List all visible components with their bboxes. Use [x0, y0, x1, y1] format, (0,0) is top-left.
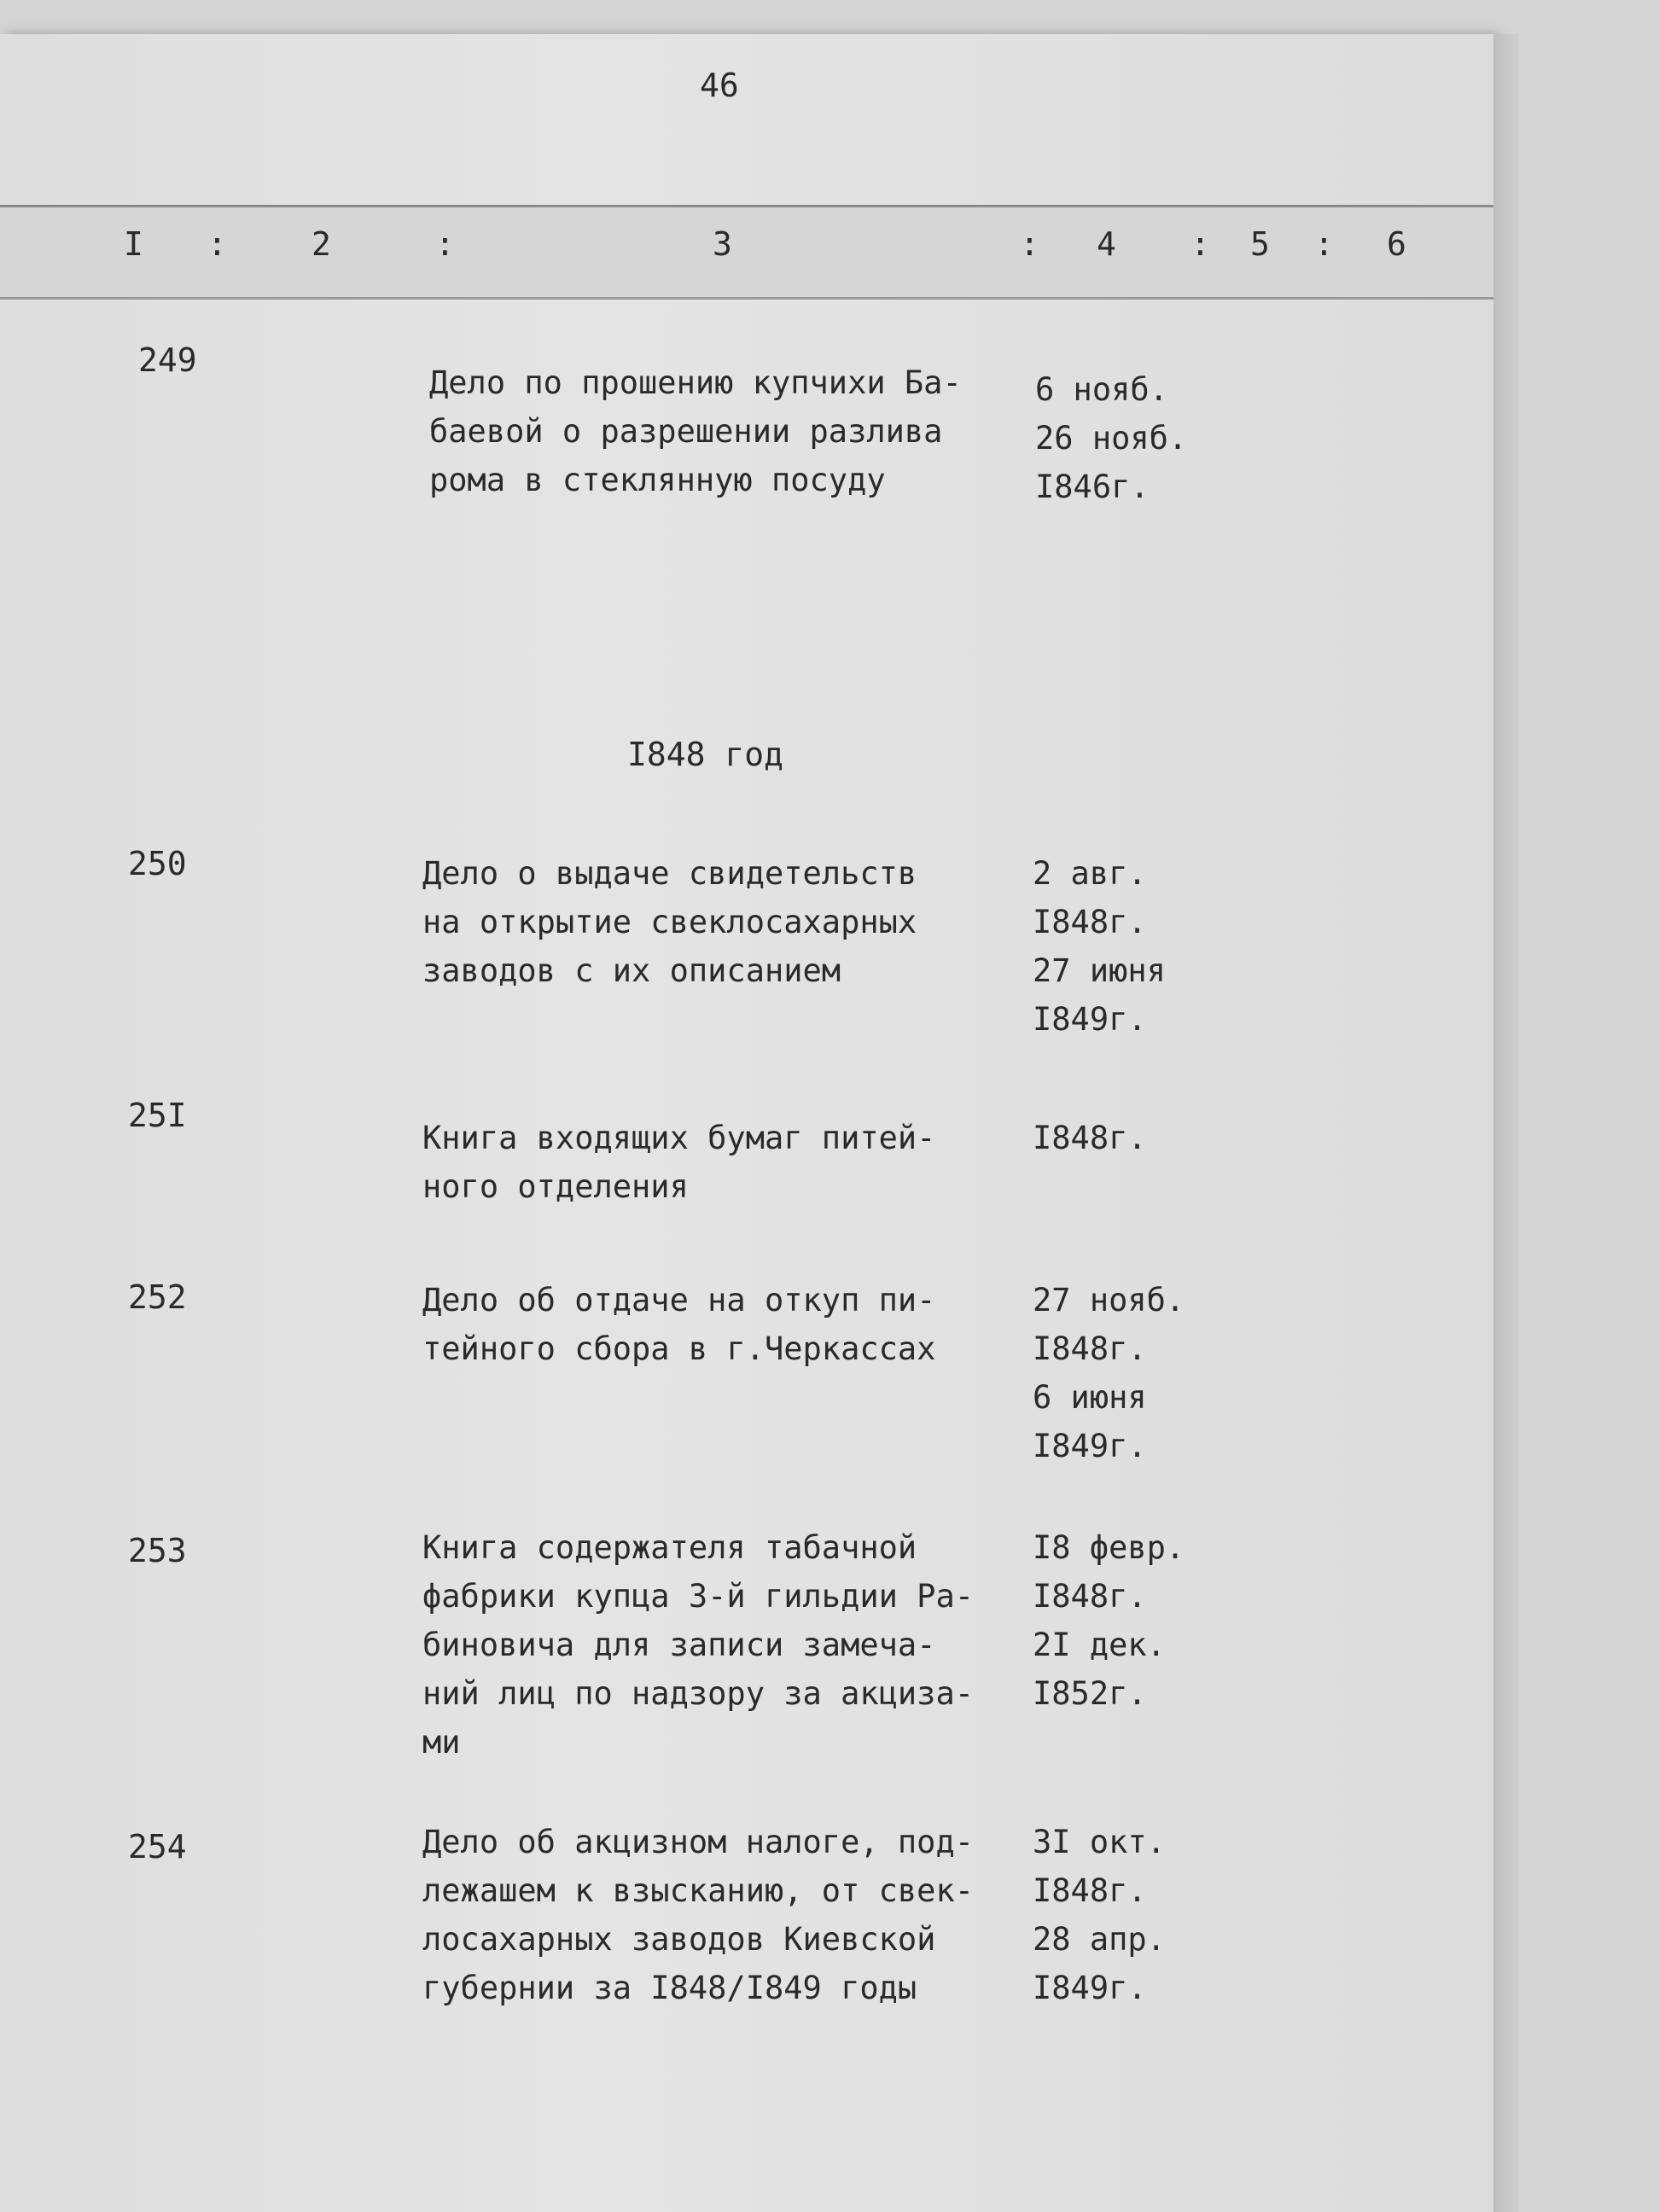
column-header-separator: :	[1314, 225, 1334, 263]
entry-description: Книга входящих бумаг питей- ного отделения	[422, 1120, 936, 1205]
entry-dates: I848г.	[1033, 1120, 1147, 1156]
column-header-4: 4	[1097, 225, 1116, 263]
year-heading: I848 год	[627, 736, 784, 773]
column-header-separator: :	[207, 225, 227, 263]
entry-description: Дело о выдаче свидетельств на открытие свеклосахарных заводов с их описанием	[422, 855, 917, 989]
column-header-separator: :	[1190, 225, 1210, 263]
column-header-3: 3	[713, 225, 732, 263]
column-header-separator: :	[1020, 225, 1039, 263]
column-header-6: 6	[1387, 225, 1406, 263]
entry-dates: 3I окт. I848г. 28 апр. I849г.	[1033, 1824, 1166, 2006]
entry-description: Дело об отдаче на откуп пи- тейного сбора в г.Черкассах	[422, 1282, 936, 1367]
entry-number: 25I	[128, 1097, 187, 1134]
column-header-1: I	[124, 225, 143, 263]
column-header-5: 5	[1250, 225, 1270, 263]
entry-description: Дело об акцизном налоге, под- лежашем к взысканию, от свек- лосахарных заводов Киевской губернии за I848/I849 годы	[422, 1824, 975, 2006]
entry-description: Дело по прошению купчихи Ба- баевой о разрешении разлива рома в стеклянную посуду	[429, 364, 962, 498]
entry-number: 249	[138, 341, 197, 379]
entry-dates: I8 февр. I848г. 2I дек. I852г.	[1033, 1529, 1185, 1712]
entry-number: 253	[128, 1532, 187, 1569]
page-number: 46	[700, 67, 739, 104]
column-header-2: 2	[311, 225, 331, 263]
entry-dates: 27 нояб. I848г. 6 июня I849г.	[1033, 1282, 1185, 1464]
entry-number: 250	[128, 845, 187, 882]
column-header-separator: :	[435, 225, 455, 263]
sheet-edge	[1493, 34, 1519, 2212]
entry-dates: 2 авг. I848г. 27 июня I849г.	[1033, 855, 1166, 1038]
entry-number: 252	[128, 1278, 187, 1316]
entry-dates: 6 нояб. 26 нояб. I846г.	[1035, 371, 1188, 505]
entry-description: Книга содержателя табачной фабрики купца 3-й гильдии Ра- биновича для записи замеча- ний лиц по надзору за акциза- ми	[422, 1529, 975, 1761]
entry-number: 254	[128, 1828, 187, 1866]
